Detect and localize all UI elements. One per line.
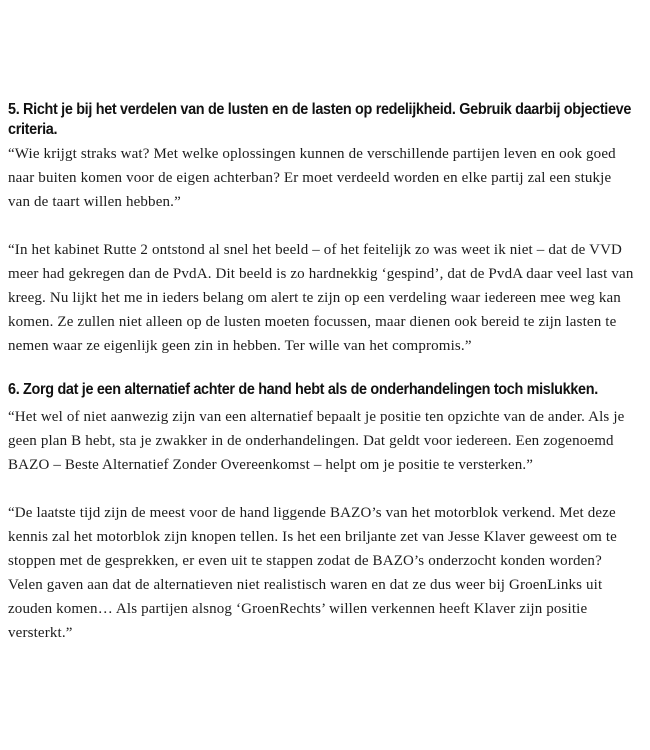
paragraph: “De laatste tijd zijn de meest voor de hand liggende BAZO’s van het motorblok verkend. Met deze kennis zal het motorblok zijn knopen tellen. Is het een briljante zet van Jesse Klaver geweest om te stoppen met de gesprekken, er even uit te stappen zodat de BAZO’s onderzocht konden worden? Velen gaven aan dat de alternatieven niet realistisch waren en dat ze dus weer bij GroenLinks uit zouden komen… Als partijen alsnog ‘GroenRechts’ willen verkennen heeft Klaver zijn positie versterkt.” xyxy=(8,505,617,641)
paragraph: “Het wel of niet aanwezig zijn van een alternatief bepaalt je positie ten opzichte van de ander. Als je geen plan B hebt, sta je zwakker in de onderhandelingen. Dat geldt voor iedereen. Een zogenoemd BAZO – Beste Alternatief Zonder Overeenkomst – helpt om je positie te versterken.” xyxy=(8,409,625,473)
section-6 xyxy=(8,380,636,645)
paragraph: “Wie krijgt straks wat? Met welke oplossingen kunnen de verschillende partijen leven en ook goed naar buiten komen voor de eigen achterban? Er moet verdeeld worden en elke partij zal een stukje van de taart willen hebben.” xyxy=(8,146,616,210)
section-5 xyxy=(8,100,636,358)
paragraph: “In het kabinet Rutte 2 ontstond al snel het beeld – of het feitelijk zo was weet ik niet – dat de VVD meer had gekregen dan de PvdA. Dit beeld is zo hardnekkig ‘gespind’, dat de PvdA daar veel last van kreeg. Nu lijkt het me in ieders belang om alert te zijn op een verdeling waar iedereen mee weg kan komen. Ze zullen niet alleen op de lusten moeten focussen, maar dienen ook bereid te zijn lasten te nemen waar ze eigenlijk geen zin in hebben. Ter wille van het compromis.” xyxy=(8,242,634,354)
article-body xyxy=(8,100,636,645)
section-heading: 5. Richt je bij het verdelen van de lusten en de lasten op redelijkheid. Gebruik daarbij objectieve criteria. xyxy=(8,101,632,138)
section-heading: 6. Zorg dat je een alternatief achter de hand hebt als de onderhandelingen toch mislukken. xyxy=(8,381,598,398)
